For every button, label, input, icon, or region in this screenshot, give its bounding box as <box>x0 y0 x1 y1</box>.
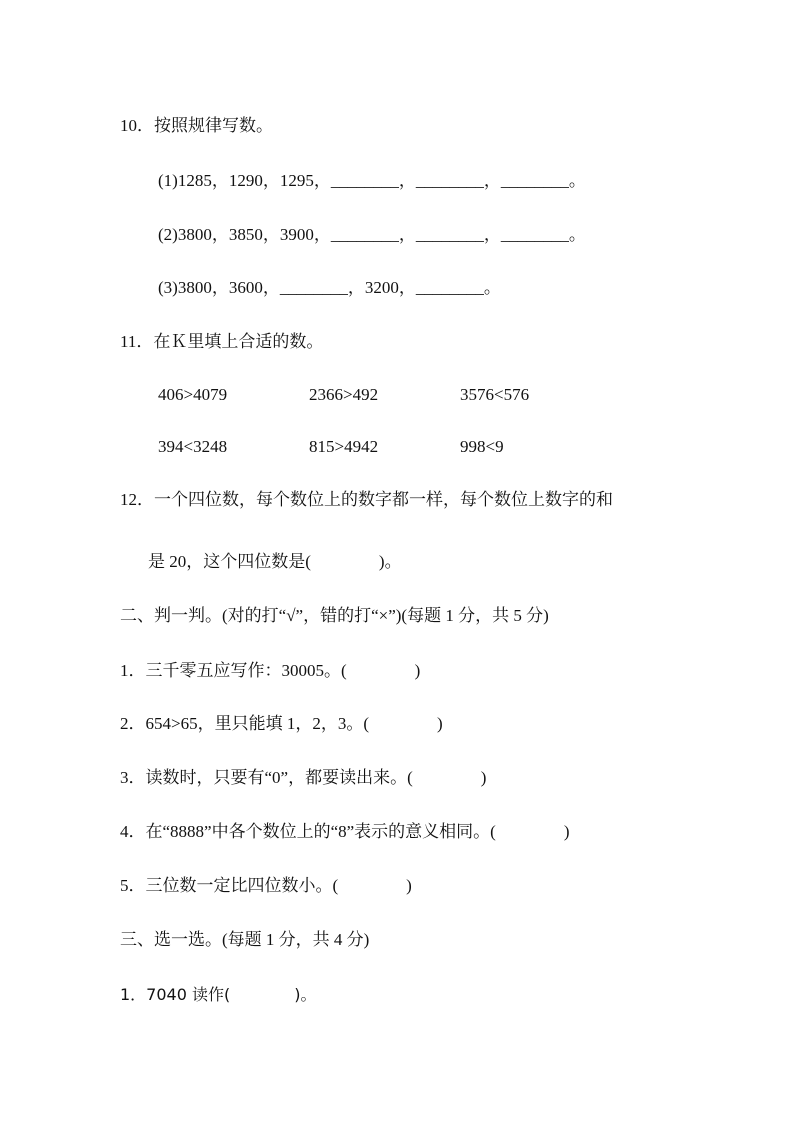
question-11-title: 11．在Ｋ里填上合适的数。 <box>120 332 324 351</box>
section-3-item-1: 1．7040 读作( )。 <box>120 985 317 1004</box>
section-2-title: 二、判一判。(对的打“√”，错的打“×”)(每题 1 分，共 5 分) <box>120 606 549 625</box>
question-11-cell: 815>4942 <box>309 437 379 456</box>
question-11-cell: 394<3248 <box>158 437 228 456</box>
section-3-title: 三、选一选。(每题 1 分，共 4 分) <box>120 930 370 949</box>
section-2-item-4: 4．在“8888”中各个数位上的“8”表示的意义相同。( ) <box>120 822 570 841</box>
question-10-title: 10．按照规律写数。 <box>120 116 273 135</box>
question-10-item-1: (1)1285，1290，1295，________，________，________。 <box>158 171 586 190</box>
section-2-item-1: 1．三千零五应写作：30005。( ) <box>120 661 421 680</box>
question-11-cell: 406>4079 <box>158 385 228 404</box>
question-11-cell: 2366>492 <box>309 385 379 404</box>
section-2-item-5: 5．三位数一定比四位数小。( ) <box>120 876 412 895</box>
question-12-line-2: 是 20，这个四位数是( )。 <box>148 552 402 571</box>
question-10-item-2: (2)3800，3850，3900，________，________，________。 <box>158 225 586 244</box>
question-10-item-3: (3)3800，3600，________，3200，________。 <box>158 278 501 297</box>
question-11-cell: 998<9 <box>460 437 504 456</box>
section-2-item-2: 2．654>65，里只能填 1，2，3。( ) <box>120 714 443 733</box>
question-12-line-1: 12．一个四位数，每个数位上的数字都一样，每个数位上数字的和 <box>120 490 613 509</box>
question-11-cell: 3576<576 <box>460 385 530 404</box>
section-2-item-3: 3．读数时，只要有“0”，都要读出来。( ) <box>120 768 487 787</box>
